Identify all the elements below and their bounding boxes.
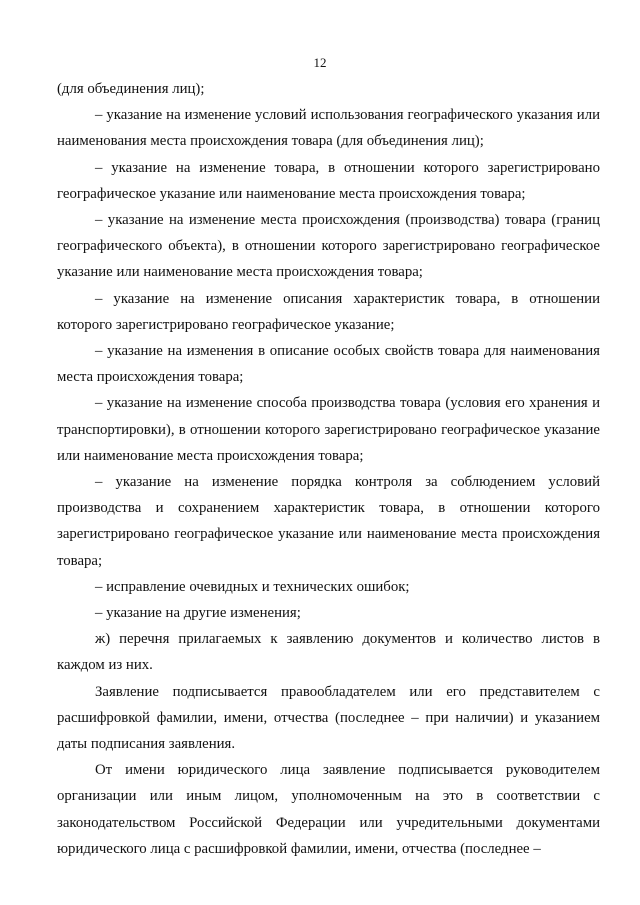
paragraph-11: ж) перечня прилагаемых к заявлению документов и количество листов в каждом из них. [57, 631, 600, 674]
document-body [57, 76, 600, 862]
page-number: 12 [313, 55, 327, 70]
paragraph-2: – указание на изменение условий использования географического указания или наименования места происхождения товара (для объединения лиц); [57, 107, 600, 150]
paragraph-5: – указание на изменение описания характеристик товара, в отношении которого зарегистрировано географическое указание; [57, 290, 600, 333]
paragraph-6: – указание на изменения в описание особых свойств товара для наименования места происхождения товара; [57, 343, 600, 386]
paragraph-4: – указание на изменение места происхождения (производства) товара (границ географического объекта), в отношении которого зарегистрировано географическое указание или наименование места происхождения товара; [57, 212, 600, 281]
paragraph-13: От имени юридического лица заявление подписывается руководителем организации или иным лицом, уполномоченным на это в соответствии с законодательством Российской Федерации или учредительными документами юридического лица с расшифровкой фамилии, имени, отчества (последнее – [57, 762, 600, 857]
paragraph-7: – указание на изменение способа производства товара (условия его хранения и транспортировки), в отношении которого зарегистрировано географическое указание или наименование места происхождения товара; [57, 395, 600, 464]
paragraph-8: – указание на изменение порядка контроля за соблюдением условий производства и сохранением характеристик товара, в отношении которого зарегистрировано географическое указание или наименование места происхождения товара; [57, 474, 600, 569]
paragraph-3: – указание на изменение товара, в отношении которого зарегистрировано географическое указание или наименование места происхождения товара; [57, 159, 600, 202]
paragraph-10: – указание на другие изменения; [95, 605, 301, 622]
paragraph-12: Заявление подписывается правообладателем или его представителем с расшифровкой фамилии, имени, отчества (последнее – при наличии) и указанием даты подписания заявления. [57, 683, 600, 753]
paragraph-1: (для объединения лиц); [57, 81, 205, 97]
paragraph-9: – исправление очевидных и технических ошибок; [95, 578, 410, 595]
